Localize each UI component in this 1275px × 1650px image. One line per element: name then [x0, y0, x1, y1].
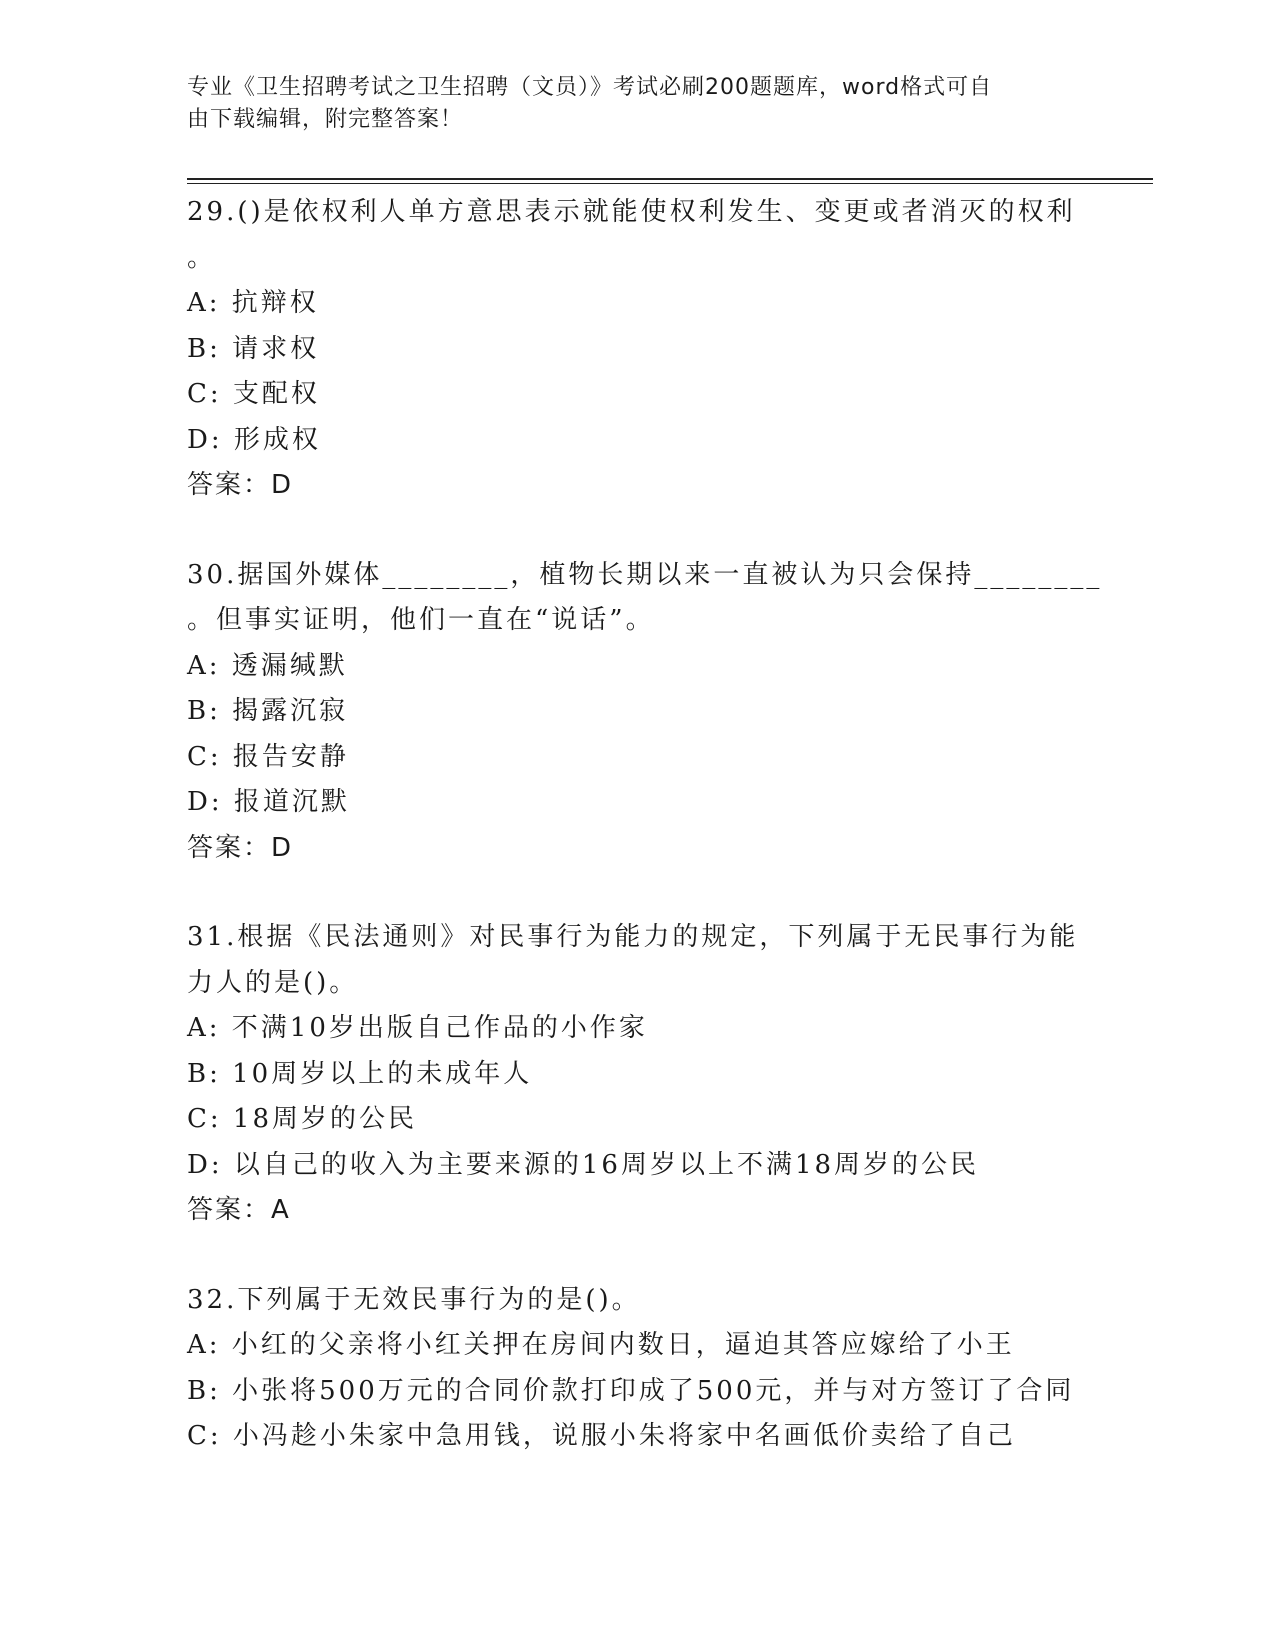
- option-b: B: 10周岁以上的未成年人: [187, 1058, 533, 1089]
- answer: 答案：D: [187, 832, 294, 863]
- answer: 答案：A: [187, 1195, 291, 1225]
- option-a: A: 不满10岁出版自己作品的小作家: [187, 1013, 648, 1043]
- question-stem-cont: 。但事实证明，他们一直在“说话”。: [187, 605, 655, 635]
- option-a: A: 透漏缄默: [187, 650, 348, 681]
- question-stem: 30.据国外媒体________，植物长期以来一直被认为只会保持________: [187, 559, 1103, 590]
- question-32: [187, 1278, 1087, 1460]
- question-31: [187, 915, 1087, 1234]
- question-stem: 31.根据《民法通则》对民事行为能力的规定，下列属于无民事行为能: [187, 922, 1079, 952]
- option-a: A: 抗辩权: [187, 288, 319, 318]
- question-stem: 29.()是依权利人单方意思表示就能使权利发生、变更或者消灭的权利: [187, 197, 1076, 227]
- header-rule-thin: [187, 183, 1153, 184]
- option-a: A: 小红的父亲将小红关押在房间内数日，逼迫其答应嫁给了小王: [187, 1330, 1015, 1360]
- option-c: C: 报告安静: [187, 741, 349, 772]
- option-b: B: 小张将500万元的合同价款打印成了500元，并与对方签订了合同: [187, 1375, 1075, 1406]
- option-c: C: 小冯趁小朱家中急用钱，说服小朱将家中名画低价卖给了自己: [187, 1421, 1016, 1451]
- question-29: [187, 190, 1087, 509]
- answer: 答案：D: [187, 470, 294, 500]
- question-stem-cont: 力人的是()。: [187, 967, 359, 998]
- option-c: C: 18周岁的公民: [187, 1104, 418, 1134]
- option-d: D: 报道沉默: [187, 787, 350, 817]
- header-rule-thick: [187, 178, 1153, 180]
- option-b: B: 揭露沉寂: [187, 696, 349, 726]
- option-d: D: 以自己的收入为主要来源的16周岁以上不满18周岁的公民: [187, 1149, 980, 1180]
- option-d: D: 形成权: [187, 424, 321, 455]
- option-c: C: 支配权: [187, 379, 320, 409]
- document-header: [187, 72, 1067, 136]
- option-b: B: 请求权: [187, 333, 320, 364]
- question-stem-cont: 。: [187, 242, 217, 273]
- header-line-2: 由下载编辑，附完整答案！: [187, 107, 464, 132]
- question-30: [187, 553, 1103, 872]
- question-stem: 32.下列属于无效民事行为的是()。: [187, 1284, 641, 1315]
- question-list: [187, 190, 1103, 1460]
- header-line-1: 专业《卫生招聘考试之卫生招聘（文员）》考试必刷200题题库，word格式可自: [187, 75, 993, 100]
